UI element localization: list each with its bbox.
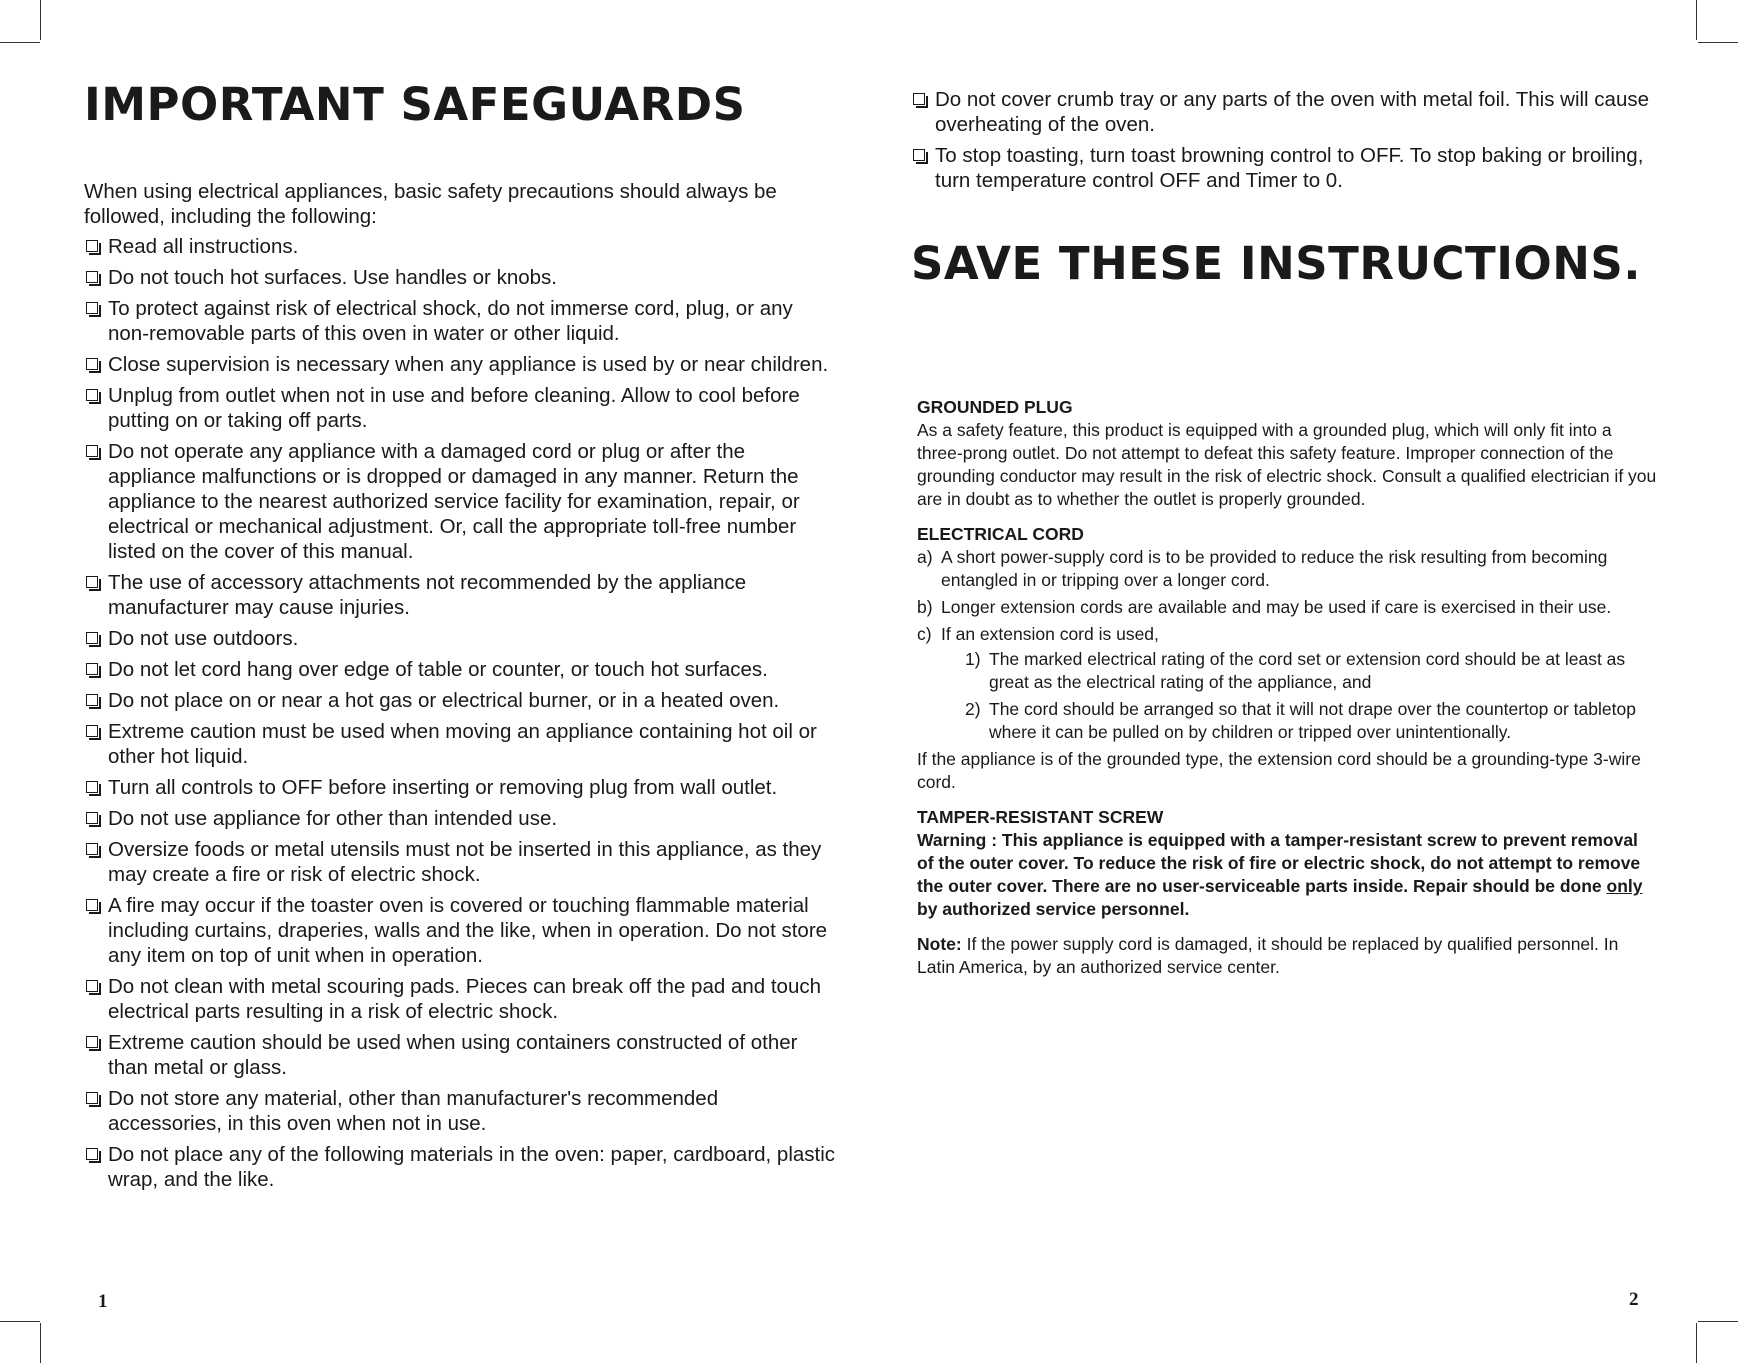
list-item: Close supervision is necessary when any appliance is used by or near children. — [84, 352, 836, 377]
list-item: 1) The marked electrical rating of the cord set or extension cord should be at least as great as the electrical rating of the appliance, and — [965, 649, 1626, 692]
electrical-cord-list — [917, 546, 1657, 744]
crop-mark — [1696, 0, 1697, 40]
list-item: a) A short power-supply cord is to be provided to reduce the risk resulting from becoming entangled in or tripping over a longer cord. — [917, 547, 1608, 590]
checkbox-icon — [86, 302, 98, 314]
right-page — [911, 82, 1661, 290]
list-item: b) Longer extension cords are available and may be used if care is exercised in their use. — [917, 597, 1612, 617]
list-item: Do not let cord hang over edge of table or counter, or touch hot surfaces. — [84, 657, 836, 682]
electrical-cord-heading: ELECTRICAL CORD — [917, 524, 1084, 544]
checkbox-icon — [86, 663, 98, 675]
list-item: Do not use outdoors. — [84, 626, 836, 651]
left-page — [84, 78, 836, 1198]
grounded-plug-body: As a safety feature, this product is equipped with a grounded plug, which will only fit into a three-prong outlet. Do not attempt to defeat this safety feature. Improper connection of the grounding conductor may result in the risk of electric shock. Consult a qualified electrician if you are in doubt as to whether the outlet is properly grounded. — [917, 420, 1657, 509]
list-item: Read all instructions. — [84, 234, 836, 259]
checkbox-icon — [86, 1148, 98, 1160]
list-item: Do not use appliance for other than intended use. — [84, 806, 836, 831]
checkbox-icon — [86, 389, 98, 401]
checkbox-icon — [913, 149, 925, 161]
checkbox-icon — [86, 271, 98, 283]
list-item: Unplug from outlet when not in use and before cleaning. Allow to cool before putting on or taking off parts. — [84, 383, 836, 433]
list-item: Do not place on or near a hot gas or electrical burner, or in a heated oven. — [84, 688, 836, 713]
intro-text: When using electrical appliances, basic safety precautions should always be followed, including the following: — [84, 180, 777, 228]
checkbox-icon — [86, 980, 98, 992]
tamper-screw-heading: TAMPER-RESISTANT SCREW — [917, 807, 1164, 827]
page-title: IMPORTANT SAFEGUARDS — [84, 78, 746, 131]
checkbox-icon — [86, 1036, 98, 1048]
checkbox-icon — [86, 899, 98, 911]
list-item: Do not touch hot surfaces. Use handles or knobs. — [84, 265, 836, 290]
crop-mark — [0, 1321, 40, 1322]
safeguard-list — [84, 234, 836, 1192]
list-item: The use of accessory attachments not recommended by the appliance manufacturer may cause injuries. — [84, 570, 836, 620]
list-item: Do not clean with metal scouring pads. Pieces can break off the pad and touch electrical parts resulting in a risk of electric shock. — [84, 974, 836, 1024]
safeguard-list-continued — [911, 87, 1661, 193]
checkbox-icon — [86, 358, 98, 370]
power-cord-note: Note: If the power supply cord is damaged, it should be replaced by qualified personnel. In Latin America, by an authorized service center. — [917, 934, 1619, 977]
page-number-left: 1 — [98, 1291, 108, 1312]
tamper-screw-warning: Warning : This appliance is equipped with a tamper-resistant screw to prevent removal of the outer cover. To reduce the risk of fire or electric shock, do not attempt to remove the outer cover. There are no user-serviceable parts inside. Repair should be done only by authorized service personnel. — [917, 830, 1643, 919]
save-instructions-title: SAVE THESE INSTRUCTIONS. — [911, 237, 1641, 290]
checkbox-icon — [86, 1092, 98, 1104]
checkbox-icon — [86, 812, 98, 824]
crop-mark — [40, 1323, 41, 1363]
list-item: To stop toasting, turn toast browning control to OFF. To stop baking or broiling, turn temperature control OFF and Timer to 0. — [911, 143, 1661, 193]
crop-mark — [1698, 42, 1738, 43]
extension-cord-sublist — [941, 648, 1657, 744]
checkbox-icon — [86, 694, 98, 706]
list-item: Do not cover crumb tray or any parts of the oven with metal foil. This will cause overheating of the oven. — [911, 87, 1661, 137]
grounded-type-note: If the appliance is of the grounded type, the extension cord should be a grounding-type 3-wire cord. — [917, 749, 1641, 792]
crop-mark — [1698, 1321, 1738, 1322]
list-item: Do not operate any appliance with a damaged cord or plug or after the appliance malfunctions or is dropped or damaged in any manner. Return the appliance to the nearest authorized service facility for examination, repair, or electrical or mechanical adjustment. Or, call the appropriate toll-free number listed on the cover of this manual. — [84, 439, 836, 564]
checkbox-icon — [86, 725, 98, 737]
list-item: c) If an extension cord is used, 1) The marked electrical rating of the cord set or extension cord should be at least as great as the electrical rating of the appliance, and 2) The cord should be arranged so that it will not drape over the countertop or tabletop where it can be pulled on by children or tripped over unintentionally. — [917, 623, 1657, 744]
list-item: A fire may occur if the toaster oven is covered or touching flammable material including curtains, draperies, walls and the like, when in operation. Do not store any item on top of unit when in operation. — [84, 893, 836, 968]
checkbox-icon — [86, 576, 98, 588]
checkbox-icon — [86, 632, 98, 644]
list-item: To protect against risk of electrical shock, do not immerse cord, plug, or any non-removable parts of this oven in water or other liquid. — [84, 296, 836, 346]
list-item: Turn all controls to OFF before inserting or removing plug from wall outlet. — [84, 775, 836, 800]
grounded-plug-heading: GROUNDED PLUG — [917, 397, 1073, 417]
checkbox-icon — [86, 445, 98, 457]
electrical-info-section — [917, 396, 1657, 991]
list-item: Extreme caution must be used when moving an appliance containing hot oil or other hot liquid. — [84, 719, 836, 769]
list-item: Extreme caution should be used when using containers constructed of other than metal or glass. — [84, 1030, 836, 1080]
checkbox-icon — [86, 843, 98, 855]
checkbox-icon — [913, 93, 925, 105]
page-number-right: 2 — [1629, 1289, 1639, 1310]
list-item: 2) The cord should be arranged so that it will not drape over the countertop or tabletop where it can be pulled on by children or tripped over unintentionally. — [965, 699, 1636, 742]
list-item: Oversize foods or metal utensils must not be inserted in this appliance, as they may create a fire or risk of electric shock. — [84, 837, 836, 887]
checkbox-icon — [86, 240, 98, 252]
crop-mark — [1696, 1323, 1697, 1363]
list-item: Do not place any of the following materials in the oven: paper, cardboard, plastic wrap, and the like. — [84, 1142, 836, 1192]
list-item: Do not store any material, other than manufacturer's recommended accessories, in this oven when not in use. — [84, 1086, 836, 1136]
checkbox-icon — [86, 781, 98, 793]
crop-mark — [0, 42, 40, 43]
crop-mark — [40, 0, 41, 40]
